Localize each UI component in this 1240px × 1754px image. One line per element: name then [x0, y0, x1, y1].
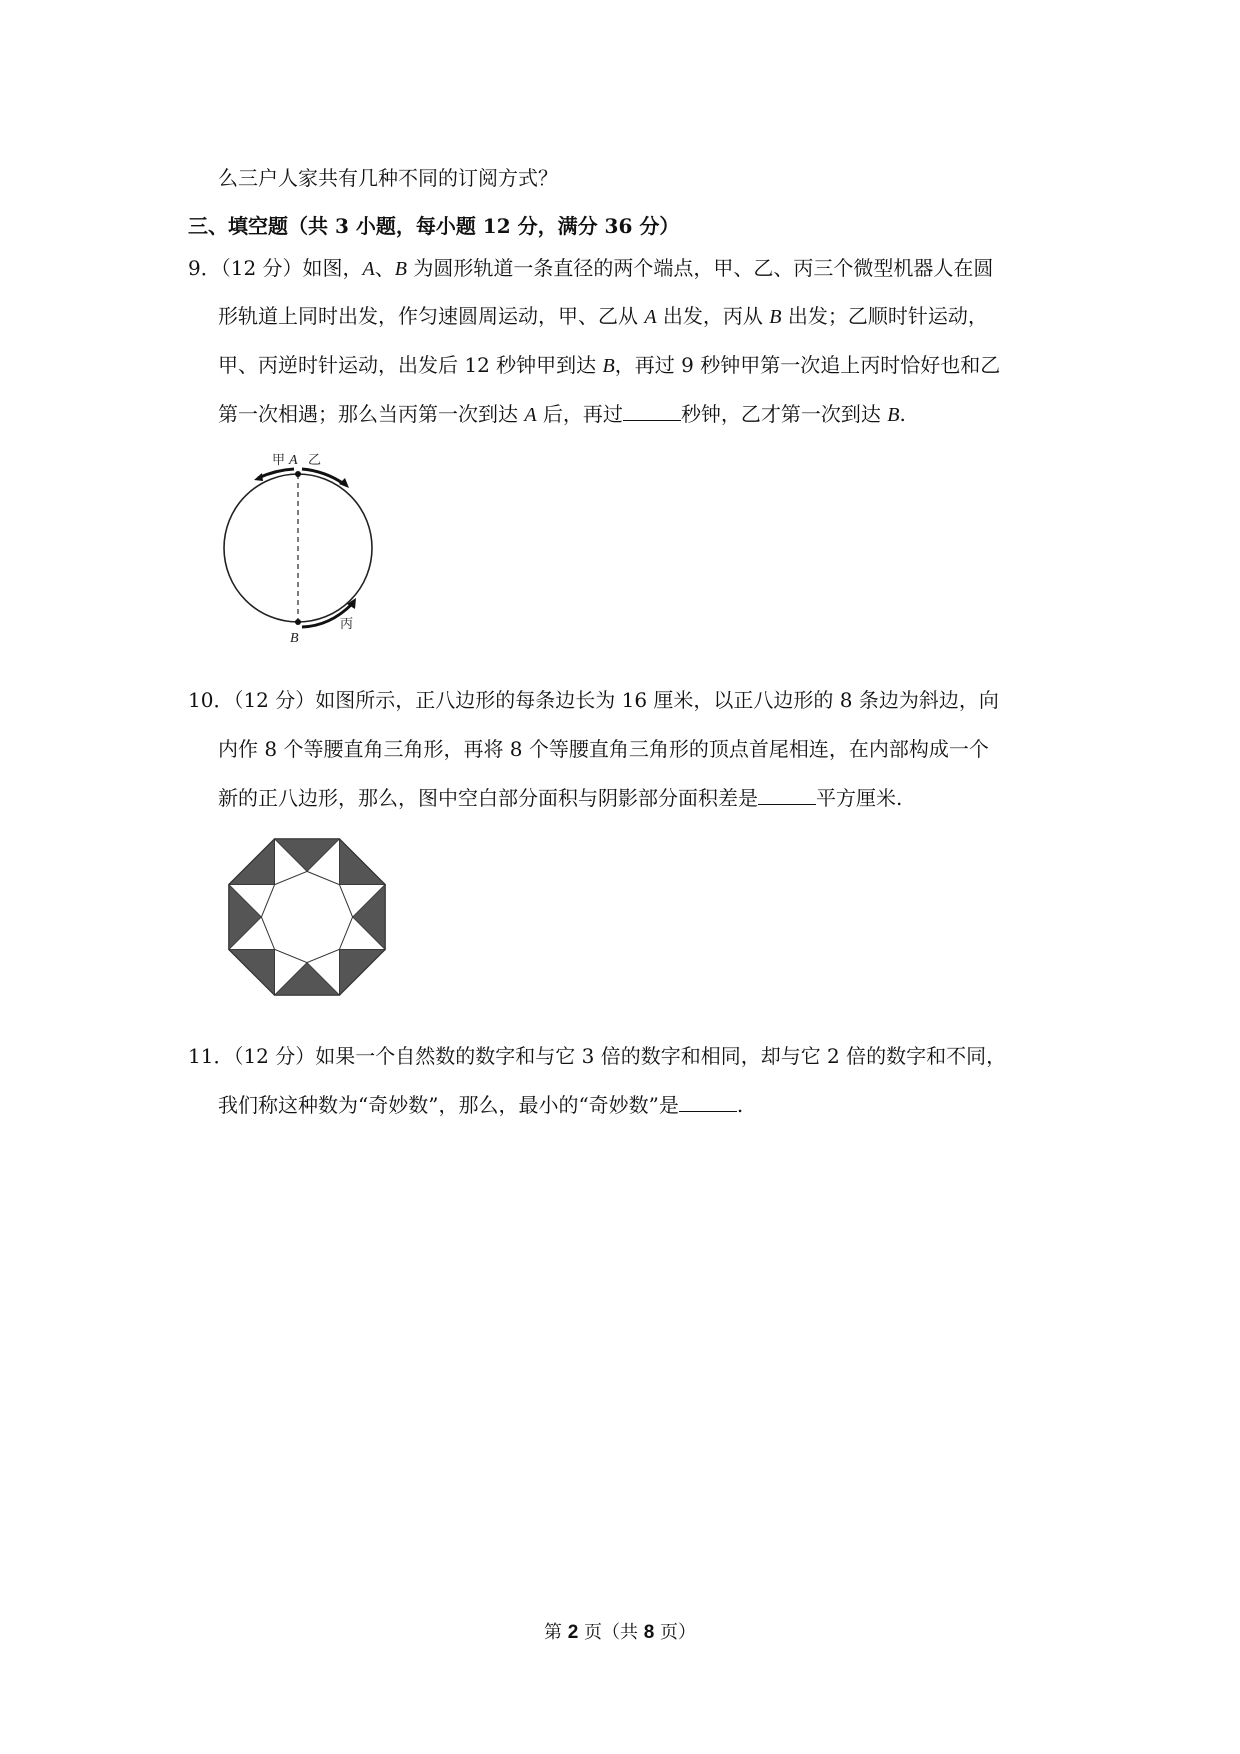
q10-line3: 新的正八边形，那么，图中空白部分面积与阴影部分面积差是 平方厘米.: [218, 786, 903, 810]
total-page-number: 8: [643, 1622, 655, 1643]
label-yi: 乙: [308, 453, 322, 468]
shaded-triangle: [229, 839, 275, 885]
label-bing: 丙: [340, 617, 354, 632]
shaded-triangle: [339, 839, 385, 885]
q9-answer-blank[interactable]: [623, 400, 681, 421]
q9-line3: 甲、丙逆时针运动，出发后 12 秒钟甲到达 B，再过 9 秒钟甲第一次追上丙时恰好也和乙: [218, 353, 1001, 377]
inner-octagon: [261, 871, 352, 962]
q11-line1: 11．（12 分）如果一个自然数的数字和与它 3 倍的数字和相同，却与它 2 倍的数字和不同，: [188, 1044, 1007, 1068]
q10-line1: 10．（12 分）如图所示，正八边形的每条边长为 16 厘米，以正八边形的 8 条边为斜边，向: [188, 688, 999, 712]
q11-line2: 我们称这种数为“奇妙数”，那么，最小的“奇妙数”是 .: [218, 1093, 744, 1117]
q9-line2: 形轨道上同时出发，作匀速圆周运动，甲、乙从 A 出发，丙从 B 出发；乙顺时针运动，: [218, 304, 988, 328]
shaded-triangle: [339, 949, 385, 995]
yi-arrow-arc: [302, 469, 344, 484]
q10-line2: 内作 8 个等腰直角三角形，再将 8 个等腰直角三角形的顶点首尾相连，在内部构成一个: [218, 737, 989, 761]
label-a: A: [289, 453, 298, 468]
q9-line4: 第一次相遇；那么当丙第一次到达 A 后，再过 秒钟，乙才第一次到达 B.: [218, 402, 906, 426]
page-footer: 第 2 页（共 8 页）: [543, 1622, 697, 1643]
jia-arrowhead-icon: [254, 473, 263, 481]
label-b: B: [290, 631, 299, 646]
circle-track-figure: [210, 446, 390, 646]
q8-tail-text: 么三户人家共有几种不同的订阅方式？: [218, 166, 558, 190]
point-a-dot: [295, 471, 301, 477]
label-jia: 甲: [272, 453, 286, 468]
current-page-number: 2: [567, 1622, 579, 1643]
point-b-dot: [295, 619, 301, 625]
q10-answer-blank[interactable]: [758, 784, 816, 805]
octagon-figure: [222, 834, 392, 1004]
shaded-triangle: [229, 949, 275, 995]
section3-heading: 三、填空题（共 3 小题，每小题 12 分，满分 36 分）: [188, 214, 680, 238]
q11-answer-blank[interactable]: [679, 1091, 737, 1112]
q9-line1: 9．（12 分）如图，A、B 为圆形轨道一条直径的两个端点，甲、乙、丙三个微型机器人在圆: [188, 256, 994, 280]
